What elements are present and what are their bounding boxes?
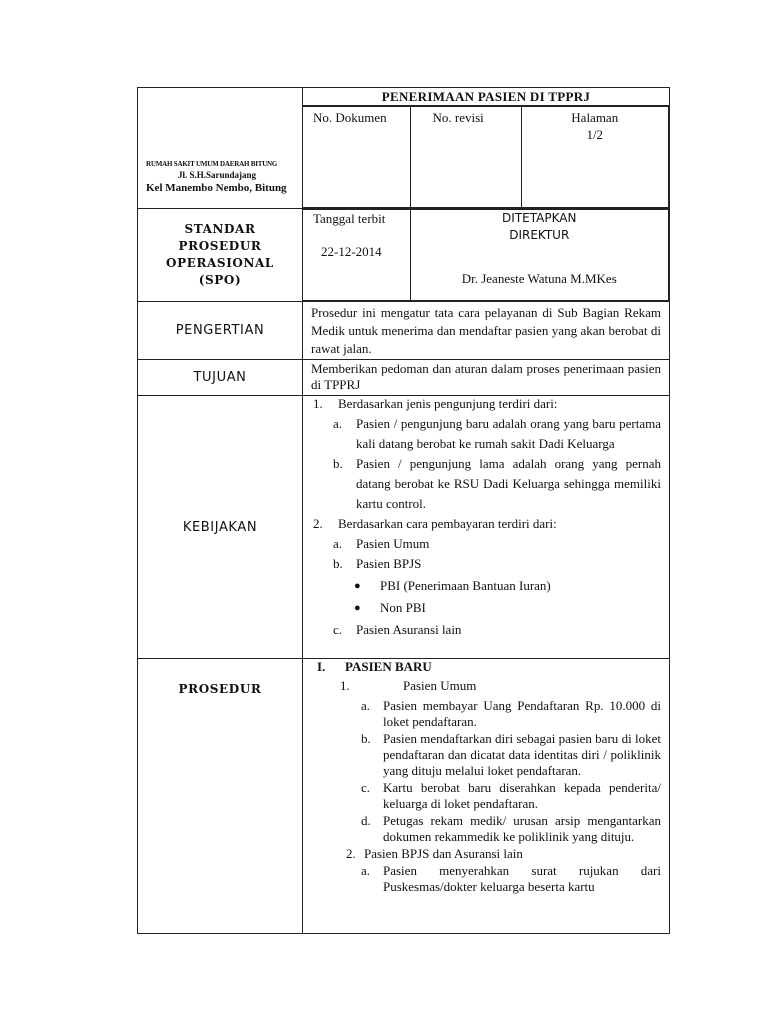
prosedur-a2: Pasien menyerahkan surat rujukan dari Puskesmas/dokter keluarga beserta kartu xyxy=(383,863,661,894)
halaman-value: 1/2 xyxy=(586,127,604,142)
spo-title-2: PROSEDUR xyxy=(178,239,262,253)
prosedur-section-title: PASIEN BARU xyxy=(345,659,432,674)
hospital-district: Kel Manembo Nembo, Bitung xyxy=(146,182,287,194)
kebijakan-item1: Berdasarkan jenis pengunjung terdiri dari: xyxy=(338,396,558,411)
kebijakan-item2a-num: a. xyxy=(333,536,343,551)
prosedur-d: Petugas rekam medik/ urusan arsip mengantarkan dokumen rekammedik ke poliklinik yang dituju. xyxy=(383,813,661,844)
kebijakan-bullet1: PBI (Penerimaan Bantuan Iuran) xyxy=(380,578,551,593)
prosedur-sub2: Pasien BPJS dan Asuransi lain xyxy=(364,846,523,861)
prosedur-b-num: b. xyxy=(361,731,371,746)
prosedur-section-num: I. xyxy=(317,659,326,674)
prosedur-sub1-num: 1. xyxy=(340,678,350,693)
hospital-cell xyxy=(138,88,303,209)
pengertian-text: Prosedur ini mengatur tata cara pelayanan di Sub Bagian Rekam Medik untuk menerima dan mendaftar pasien yang akan berobat di rawat jalan. xyxy=(303,302,670,360)
prosedur-sub2-num: 2. xyxy=(346,846,356,861)
tujuan-label: TUJUAN xyxy=(138,360,303,396)
kebijakan-item2-num: 2. xyxy=(313,516,323,531)
prosedur-a-num: a. xyxy=(361,698,371,713)
spo-title-4: (SPO) xyxy=(198,273,242,287)
tanggal-terbit-label: Tanggal terbit xyxy=(313,211,386,226)
hospital-street: Jl. S.H.Sarundajang xyxy=(178,170,257,180)
tanggal-terbit-value: 22-12-2014 xyxy=(321,244,382,259)
kebijakan-item2b-num: b. xyxy=(333,556,343,571)
prosedur-a: Pasien membayar Uang Pendaftaran Rp. 10.000 di loket pendaftaran. xyxy=(383,698,661,729)
prosedur-c: Kartu berobat baru diserahkan kepada penderita/ keluarga di loket pendaftaran. xyxy=(383,780,661,811)
kebijakan-item2b: Pasien BPJS xyxy=(356,556,422,571)
kebijakan-label: KEBIJAKAN xyxy=(138,396,303,659)
prosedur-b: Pasien mendaftarkan diri sebagai pasien baru di loket pendaftaran dan dicatat data identitas diri / poliklinik yang dituju melalui loket pendaftaran. xyxy=(383,731,661,778)
kebijakan-item2c-num: c. xyxy=(333,622,343,637)
kebijakan-item2: Berdasarkan cara pembayaran terdiri dari: xyxy=(338,516,557,531)
bullet-icon: ● xyxy=(354,580,361,592)
tujuan-text: Memberikan pedoman dan aturan dalam proses penerimaan pasien di TPPRJ xyxy=(303,360,670,396)
direktur-name: Dr. Jeaneste Watuna M.MKes xyxy=(461,271,617,286)
spo-title-1: STANDAR xyxy=(184,222,256,236)
bullet-icon: ● xyxy=(354,602,361,614)
direktur-label: DIREKTUR xyxy=(509,228,570,242)
hospital-name: RUMAH SAKIT UMUM DAERAH BITUNG xyxy=(146,160,278,168)
kebijakan-bullet2: Non PBI xyxy=(380,600,426,615)
pengertian-label: PENGERTIAN xyxy=(138,302,303,360)
prosedur-label: PROSEDUR xyxy=(178,682,262,696)
prosedur-d-num: d. xyxy=(361,813,371,828)
kebijakan-item1a: Pasien / pengunjung baru adalah orang yang baru pertama kali datang berobat ke rumah sakit Dadi Keluarga xyxy=(356,416,661,451)
no-revisi-label: No. revisi xyxy=(410,107,521,208)
kebijakan-item1b-num: b. xyxy=(333,456,343,471)
halaman-label: Halaman xyxy=(571,110,619,125)
prosedur-sub1: Pasien Umum xyxy=(403,678,477,693)
document-title: PENERIMAAN PASIEN DI TPPRJ xyxy=(303,88,669,106)
kebijakan-item1-num: 1. xyxy=(313,396,323,411)
kebijakan-item1a-num: a. xyxy=(333,416,343,431)
kebijakan-item2a: Pasien Umum xyxy=(356,536,430,551)
spo-table xyxy=(137,87,670,934)
no-dokumen-label: No. Dokumen xyxy=(303,107,410,208)
kebijakan-item2c: Pasien Asuransi lain xyxy=(356,622,462,637)
ditetapkan-label: DITETAPKAN xyxy=(502,211,577,225)
prosedur-a2-num: a. xyxy=(361,863,371,878)
prosedur-c-num: c. xyxy=(361,780,371,795)
spo-title-3: OPERASIONAL xyxy=(166,256,274,270)
kebijakan-item1b: Pasien / pengunjung lama adalah orang yang pernah datang berobat ke RSU Dadi Keluarga sehingga memiliki kartu control. xyxy=(356,456,661,511)
